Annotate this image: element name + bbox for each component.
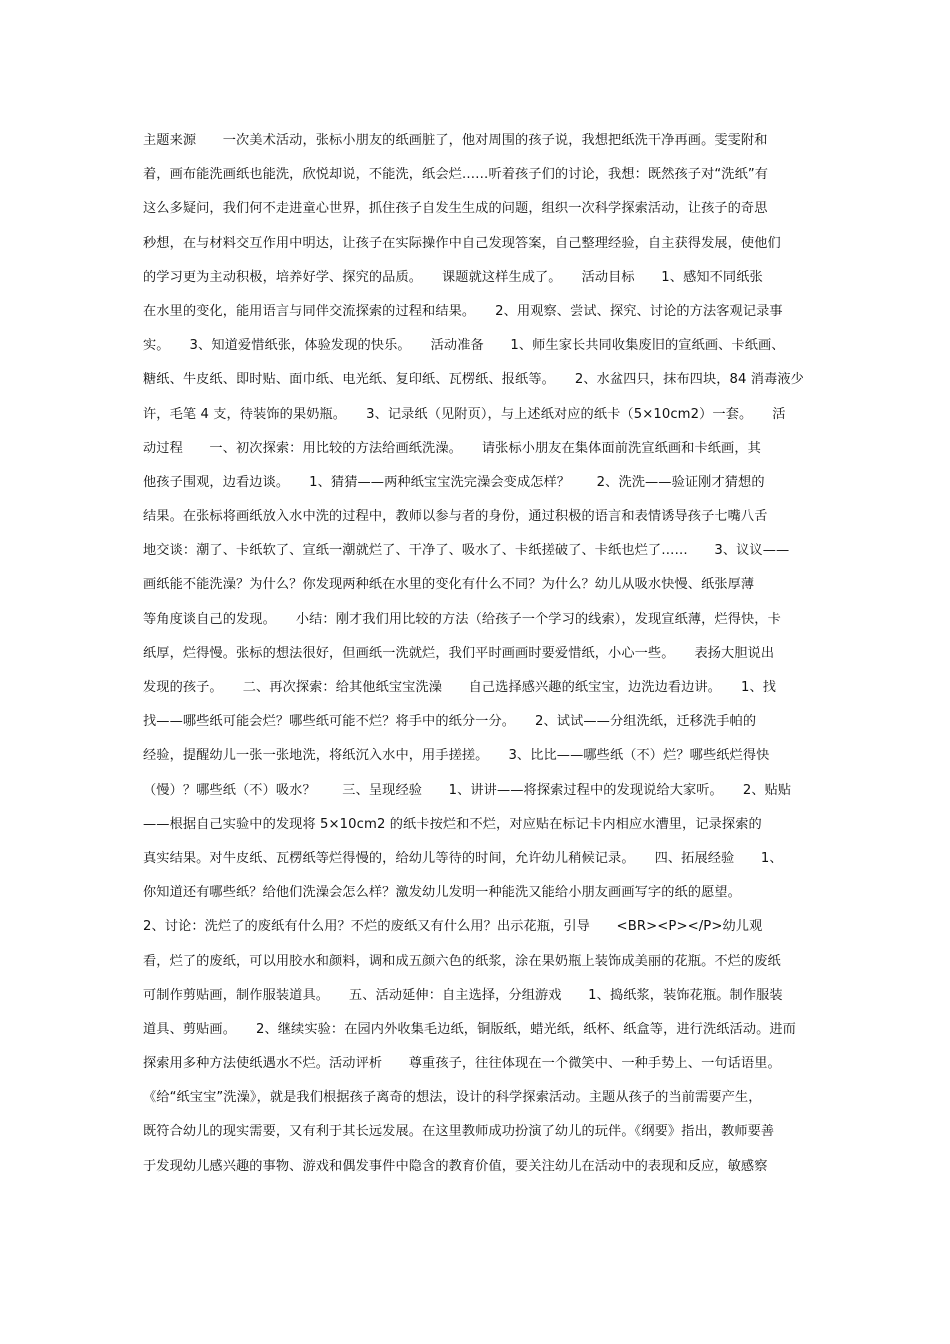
text-line: 你知道还有哪些纸？给他们洗澡会怎么样？激发幼儿发明一种能洗又能给小朋友画画写字的纸的愿望。 <box>143 885 741 901</box>
article-body <box>143 124 818 1184</box>
text-line: 既符合幼儿的现实需要，又有利于其长远发展。在这里教师成功扮演了幼儿的玩伴。《纲要》指出，教师要善 <box>143 1124 775 1140</box>
text-line: 动过程 一、初次探索：用比较的方法给画纸洗澡。 请张标小朋友在集体面前洗宣纸画和卡纸画，其 <box>143 440 761 456</box>
text-line: 《给“纸宝宝”洗澡》，就是我们根据孩子离奇的想法，设计的科学探索活动。主题从孩子的当前需要产生， <box>143 1090 762 1106</box>
text-line: 在水里的变化，能用语言与同伴交流探索的过程和结果。 2、用观察、尝试、探究、讨论的方法客观记录事 <box>143 303 783 319</box>
text-line: 地交谈：潮了、卡纸软了、宣纸一潮就烂了、干净了、吸水了、卡纸搓破了、卡纸也烂了…… 3、议议—— <box>143 543 790 559</box>
text-line: 他孩子围观，边看边谈。 1、猜猜——两种纸宝宝洗完澡会变成怎样？ 2、洗洗——验证刚才猜想的 <box>143 474 765 490</box>
text-line: 主题来源 一次美术活动，张标小朋友的纸画脏了，他对周围的孩子说，我想把纸洗干净再画。雯雯附和 <box>143 133 768 148</box>
text-line: 画纸能不能洗澡？为什么？你发现两种纸在水里的变化有什么不同？为什么？幼儿从吸水快慢、纸张厚薄 <box>143 577 755 593</box>
text-line: 糖纸、牛皮纸、即时贴、面巾纸、电光纸、复印纸、瓦楞纸、报纸等。 2、水盆四只，抹布四块，84 消毒液少 <box>143 372 804 388</box>
text-line: （慢）？哪些纸（不）吸水？ 三、呈现经验 1、讲讲——将探索过程中的发现说给大家听。 2、贴贴 <box>143 782 792 798</box>
text-line: 于发现幼儿感兴趣的事物、游戏和偶发事件中隐含的教育价值，要关注幼儿在活动中的表现和反应，敏感察 <box>143 1158 768 1174</box>
text-line: 这么多疑问，我们何不走进童心世界，抓住孩子自发生生成的问题，组织一次科学探索活动，让孩子的奇思 <box>143 201 768 217</box>
text-line: 看，烂了的废纸，可以用胶水和颜料，调和成五颜六色的纸浆，涂在果奶瓶上装饰成美丽的花瓶。不烂的废纸 <box>143 953 781 969</box>
text-line: 真实结果。对牛皮纸、瓦楞纸等烂得慢的，给幼儿等待的时间，允许幼儿稍候记录。 四、拓展经验 1、 <box>143 850 783 866</box>
text-line: 发现的孩子。 二、再次探索：给其他纸宝宝洗澡 自己选择感兴趣的纸宝宝，边洗边看边讲。 1、找 <box>143 680 777 695</box>
text-line: 纸厚，烂得慢。张标的想法很好，但画纸一洗就烂，我们平时画画时要爱惜纸，小心一些。 表扬大胆说出 <box>143 645 775 661</box>
text-line: 等角度谈自己的发现。 小结：刚才我们用比较的方法（给孩子一个学习的线索），发现宣纸薄，烂得快，卡 <box>143 611 781 627</box>
text-line: 着，画布能洗画纸也能洗，欣悦却说，不能洗，纸会烂……听着孩子们的讨论，我想：既然孩子对“洗纸”有 <box>143 167 769 183</box>
text-line: 的学习更为主动积极，培养好学、探究的品质。 课题就这样生成了。 活动目标 1、感知不同纸张 <box>143 269 763 285</box>
text-line: 实。 3、知道爱惜纸张，体验发现的快乐。 活动准备 1、师生家长共同收集废旧的宣纸画、卡纸画、 <box>143 338 785 354</box>
text-line: 探索用多种方法使纸遇水不烂。活动评析 尊重孩子，往往体现在一个微笑中、一种手势上、一句话语里。 <box>143 1056 781 1072</box>
text-line: 秒想，在与材料交互作用中明达，让孩子在实际操作中自己发现答案，自己整理经验，自主获得发展，使他们 <box>143 235 781 251</box>
text-line: 2、讨论：洗烂了的废纸有什么用？不烂的废纸又有什么用？出示花瓶，引导 <BR><P></P>幼儿观 <box>143 919 763 935</box>
text-line: ——根据自己实验中的发现将 5×10cm2 的纸卡按烂和不烂，对应贴在标记卡内相应水漕里，记录探索的 <box>143 816 762 832</box>
text-line: 许，毛笔 4 支，待装饰的果奶瓶。 3、记录纸（见附页），与上述纸对应的纸卡（5×10cm2）一套。 活 <box>143 406 786 422</box>
text-line: 结果。在张标将画纸放入水中洗的过程中，教师以参与者的身份，通过积极的语言和表情诱导孩子七嘴八舌 <box>143 509 768 525</box>
text-line: 找——哪些纸可能会烂？哪些纸可能不烂？将手中的纸分一分。 2、试试——分组洗纸，迁移洗手帕的 <box>143 714 757 730</box>
text-line: 经验，提醒幼儿一张一张地洗，将纸沉入水中，用手搓搓。 3、比比——哪些纸（不）烂？哪些纸烂得快 <box>143 748 770 764</box>
text-line: 道具、剪贴画。 2、继续实验：在园内外收集毛边纸，铜版纸，蜡光纸，纸杯、纸盒等，进行洗纸活动。进而 <box>143 1021 796 1037</box>
text-line: 可制作剪贴画，制作服装道具。 五、活动延伸：自主选择，分组游戏 1、捣纸浆，装饰花瓶。制作服装 <box>143 987 783 1003</box>
